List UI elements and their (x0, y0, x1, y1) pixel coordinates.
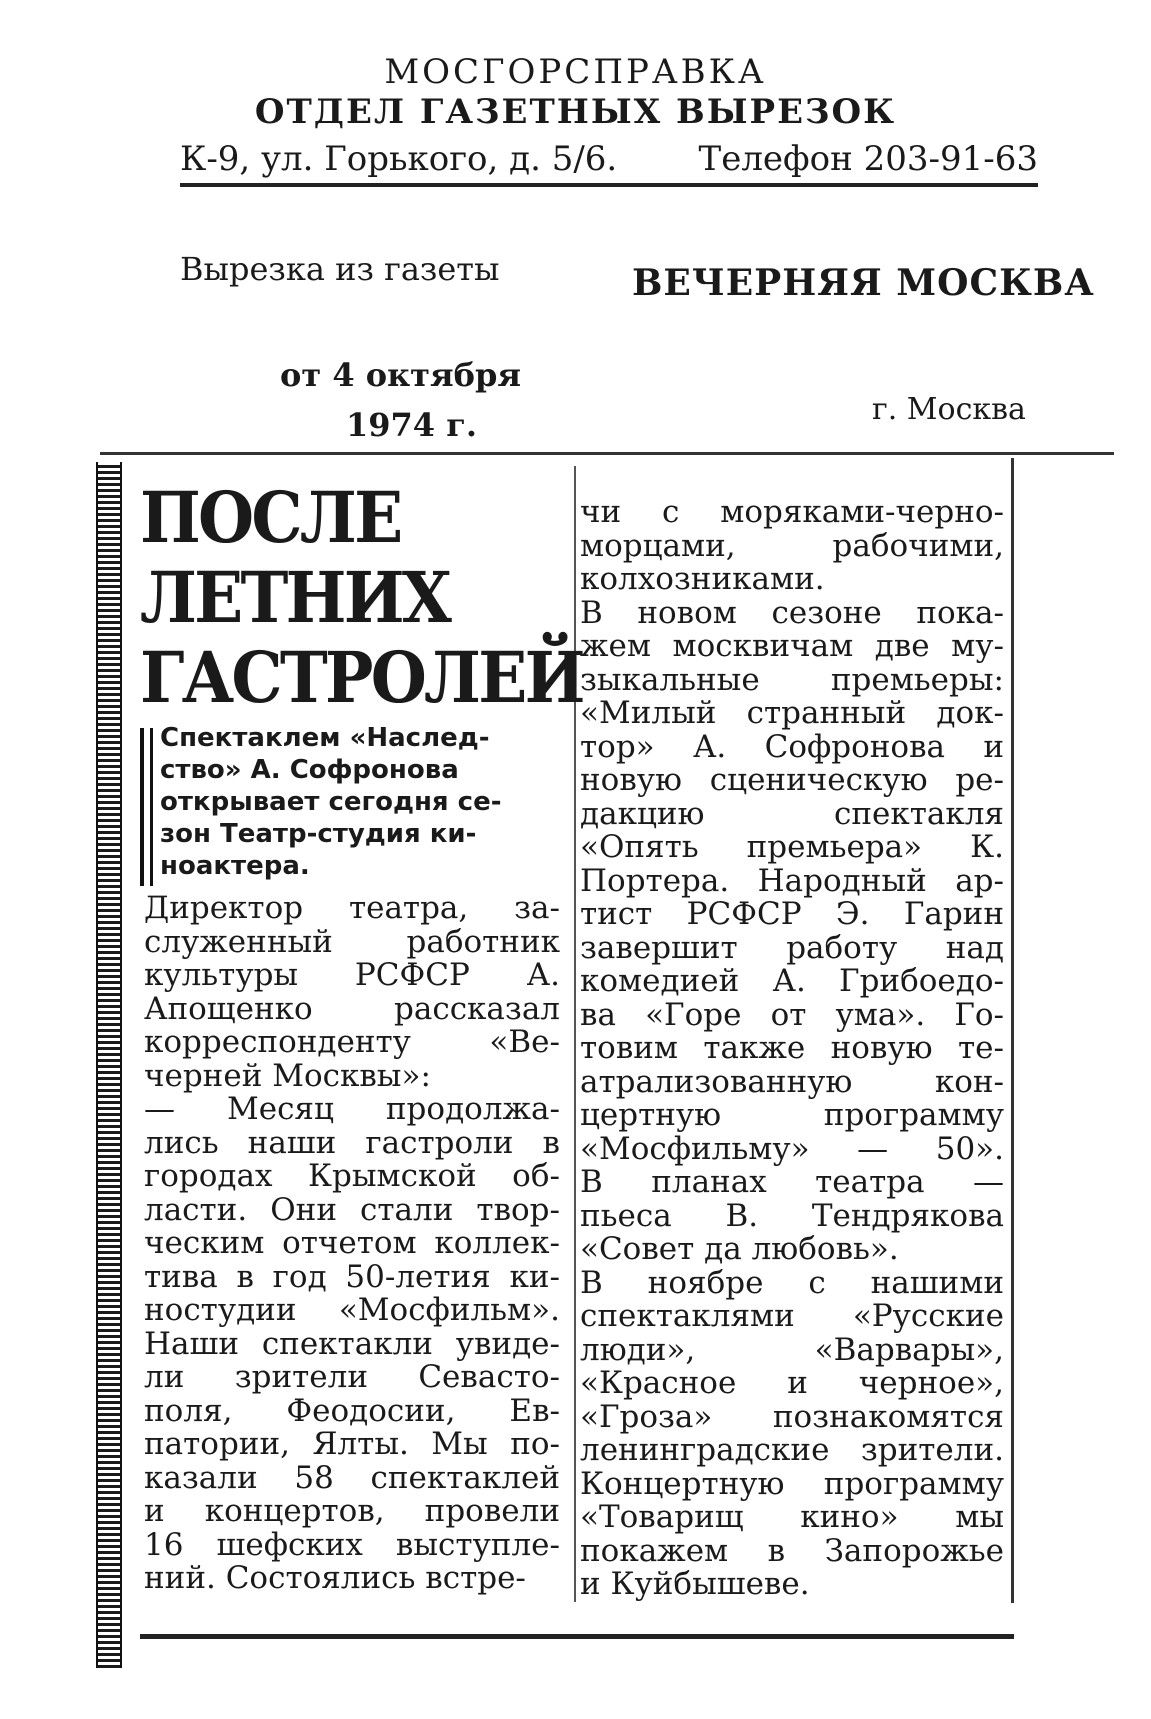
text-line: «Красное и черное», (580, 1365, 1004, 1401)
agency-name: МОСГОРСПРАВКА (384, 52, 767, 92)
text-line: Директор театра, за- (144, 890, 560, 926)
issue-year: 1974 г. (346, 406, 477, 444)
text-line: «Опять премьера» К. (580, 829, 1004, 865)
text-line: атрализованную кон- (580, 1063, 1004, 1100)
text-line: ласти. Они стали твор- (144, 1191, 560, 1228)
text-line: тист РСФСР Э. Гарин (580, 896, 1004, 932)
text-line: и Куйбышеве. (580, 1566, 810, 1602)
text-line: ностудии «Мосфильм». (144, 1292, 560, 1328)
text-line: Спектаклем «Наслед- (160, 723, 490, 753)
text-line: люди», «Варвары», (580, 1331, 1004, 1368)
text-line: В новом сезоне пока- (580, 594, 1004, 631)
text-line: — Месяц продолжа- (144, 1091, 560, 1127)
newspaper-name: ВЕЧЕРНЯЯ МОСКВА (632, 262, 1095, 304)
article-column-left (144, 892, 560, 1596)
text-line: завершит работу над (580, 929, 1004, 966)
text-line: морцами, рабочими, (580, 527, 1004, 564)
headline-line: ЛЕТНИХ (140, 556, 450, 639)
text-line: чи с моряками-черно- (580, 494, 1004, 530)
article-lead (160, 722, 558, 882)
clipping-left-border (96, 462, 122, 1668)
text-line: жем москвичам две му- (580, 628, 1004, 664)
text-line: Портера. Народный ар- (580, 862, 1004, 899)
text-line: ноактера. (160, 851, 310, 881)
text-line: лись наши гастроли в (144, 1124, 560, 1161)
text-line: патории, Ялты. Мы по- (144, 1426, 560, 1462)
text-line: «Совет да любовь». (580, 1231, 899, 1267)
text-line: комедией А. Грибоедо- (580, 963, 1004, 999)
text-line: покажем в Запорожье (580, 1532, 1004, 1569)
text-line: ний. Состоялись встре- (144, 1560, 526, 1596)
text-line: пьеса В. Тендрякова (580, 1197, 1004, 1234)
text-line: открывает сегодня се- (160, 787, 502, 817)
address: К-9, ул. Горького, д. 5/6. (180, 139, 618, 179)
text-line: Наши спектакли увиде- (144, 1325, 560, 1362)
text-line: Апощенко рассказал (144, 990, 560, 1027)
address-row (180, 135, 1038, 187)
article-column-right (580, 496, 1004, 1602)
text-line: колхозниками. (580, 561, 825, 597)
issue-date: от 4 октября (280, 356, 521, 394)
text-line: служенный работник (144, 923, 560, 960)
text-line: ли зрители Севасто- (144, 1359, 560, 1395)
text-line: новую сценическую ре- (580, 762, 1004, 798)
clipping-top-rule (100, 452, 1114, 455)
text-line: цертную программу (580, 1097, 1004, 1133)
text-line: корреспонденту «Ве- (144, 1024, 560, 1060)
text-line: спектаклями «Русские (580, 1298, 1004, 1334)
text-line: и концертов, провели (144, 1493, 560, 1529)
cut-label: Вырезка из газеты (180, 250, 500, 288)
text-line: тор» А. Софронова и (580, 728, 1004, 765)
text-line: черней Москвы»: (144, 1057, 431, 1094)
text-line: казали 58 спектаклей (144, 1459, 560, 1496)
text-line: «Товарищ кино» мы (580, 1499, 1004, 1535)
issue-city: г. Москва (872, 392, 1026, 427)
text-line: «Милый странный док- (580, 695, 1004, 731)
clipping-right-rule (1011, 458, 1014, 1603)
text-line: 16 шефских выступле- (144, 1526, 560, 1563)
text-line: «Гроза» познакомятся (580, 1398, 1004, 1435)
text-line: ленинградские зрители. (580, 1432, 1004, 1468)
text-line: Концертную программу (580, 1465, 1004, 1502)
text-line: В ноябре с нашими (580, 1264, 1004, 1301)
text-line: товим также новую те- (580, 1030, 1004, 1066)
lead-marker (140, 728, 153, 886)
text-line: ство» А. Софронова (160, 755, 459, 785)
department-name: ОТДЕЛ ГАЗЕТНЫХ ВЫРЕЗОК (254, 92, 897, 132)
text-line: ва «Горе от ума». Го- (580, 996, 1004, 1033)
text-line: дакцию спектакля (580, 795, 1004, 832)
text-line: В планах театра — (580, 1164, 1004, 1200)
text-line: тива в год 50-летия ки- (144, 1258, 560, 1295)
clipping-bottom-rule (140, 1634, 1014, 1639)
text-line: зон Театр-студия ки- (160, 819, 477, 849)
headline-line: ГАСТРОЛЕЙ (140, 636, 583, 719)
text-line: культуры РСФСР А. (144, 957, 560, 993)
text-line: городах Крымской об- (144, 1158, 560, 1194)
text-line: «Мосфильму» — 50». (580, 1130, 1004, 1167)
text-line: зыкальные премьеры: (580, 661, 1004, 698)
text-line: ческим отчетом коллек- (144, 1225, 560, 1261)
article-headline (140, 476, 583, 719)
phone: Телефон 203-91-63 (698, 139, 1038, 179)
headline-line: ПОСЛЕ (140, 476, 401, 559)
text-line: поля, Феодосии, Ев- (144, 1392, 560, 1429)
